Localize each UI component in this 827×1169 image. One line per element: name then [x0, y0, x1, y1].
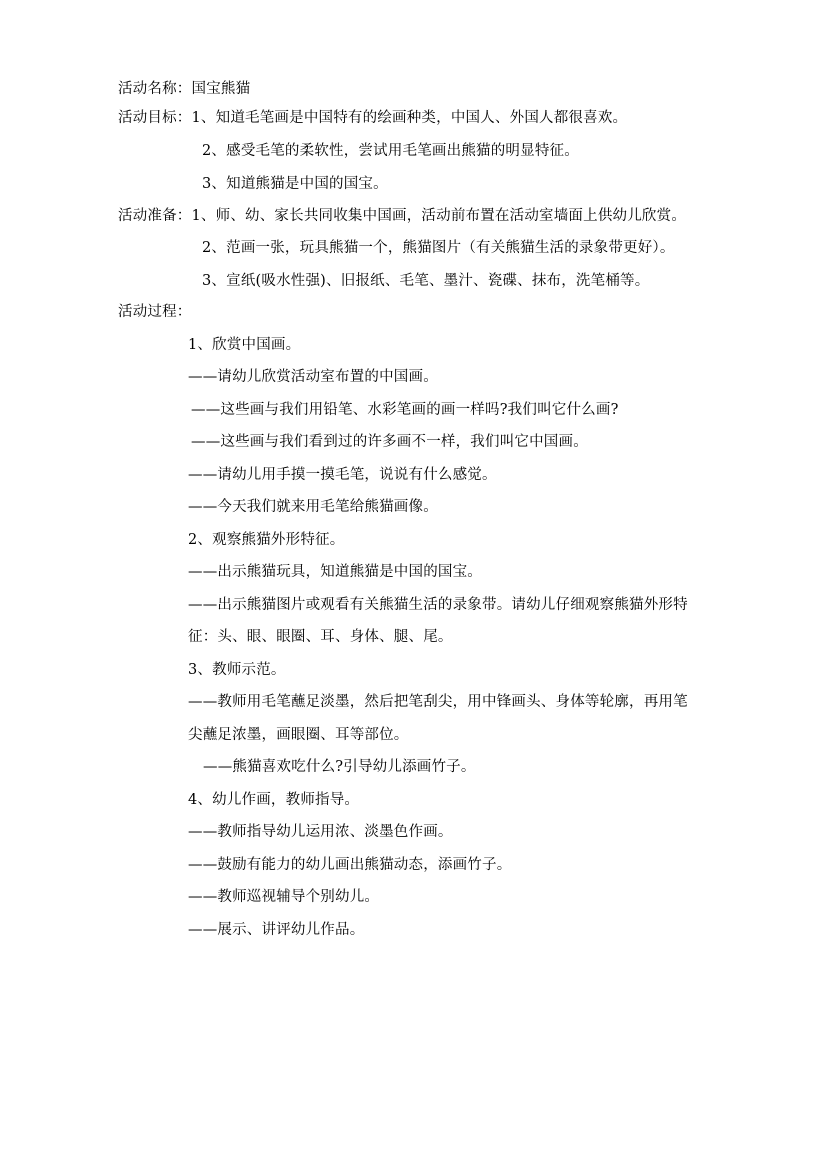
activity-prep-3: 3、宣纸(吸水性强)、旧报纸、毛笔、墨汁、瓷碟、抹布，洗笔桶等。	[202, 273, 650, 289]
activity-goal-1: 活动目标：1、知道毛笔画是中国特有的绘画种类，中国人、外国人都很喜欢。	[118, 110, 628, 126]
step-1-item-1: ——请幼儿欣赏活动室布置的中国画。	[188, 369, 438, 385]
activity-prep-1: 活动准备：1、师、幼、家长共同收集中国画，活动前布置在活动室墙面上供幼儿欣赏。	[118, 208, 687, 224]
step-4-item-1: ——教师指导幼儿运用浓、淡墨色作画。	[188, 824, 453, 840]
step-4-heading: 4、幼儿作画，教师指导。	[188, 792, 360, 808]
step-3-item-2: ——熊猫喜欢吃什么?引导幼儿添画竹子。	[203, 759, 476, 775]
step-1-item-2: ——这些画与我们用铅笔、水彩笔画的画一样吗?我们叫它什么画?	[191, 402, 619, 418]
activity-process-heading: 活动过程：	[118, 304, 192, 320]
step-3-item-1: ——教师用毛笔蘸足淡墨，然后把笔刮尖，用中锋画头、身体等轮廓，再用笔	[188, 694, 688, 710]
step-2-item-1: ——出示熊猫玩具，知道熊猫是中国的国宝。	[188, 564, 482, 580]
activity-goal-2: 2、感受毛笔的柔软性，尝试用毛笔画出熊猫的明显特征。	[202, 143, 579, 159]
step-1-item-4: ——请幼儿用手摸一摸毛笔，说说有什么感觉。	[188, 467, 497, 483]
activity-goal-3: 3、知道熊猫是中国的国宝。	[202, 176, 388, 192]
step-2-heading: 2、观察熊猫外形特征。	[188, 532, 345, 548]
step-3-heading: 3、教师示范。	[188, 662, 286, 678]
step-2-item-2-cont: 征：头、眼、眼圈、耳、身体、腿、尾。	[188, 629, 453, 645]
step-2-item-2: ——出示熊猫图片或观看有关熊猫生活的录象带。请幼儿仔细观察熊猫外形特	[188, 597, 688, 613]
step-4-item-4: ——展示、讲评幼儿作品。	[188, 922, 365, 938]
activity-name: 活动名称：国宝熊猫	[118, 81, 251, 97]
activity-prep-2: 2、范画一张，玩具熊猫一个，熊猫图片（有关熊猫生活的录象带更好）。	[202, 240, 675, 256]
step-4-item-3: ——教师巡视辅导个别幼儿。	[188, 889, 380, 905]
step-1-item-5: ——今天我们就来用毛笔给熊猫画像。	[188, 499, 438, 515]
step-1-item-3: ——这些画与我们看到过的许多画不一样，我们叫它中国画。	[191, 434, 588, 450]
step-4-item-2: ——鼓励有能力的幼儿画出熊猫动态，添画竹子。	[188, 857, 512, 873]
step-3-item-1-cont: 尖蘸足浓墨，画眼圈、耳等部位。	[188, 727, 409, 743]
step-1-heading: 1、欣赏中国画。	[188, 337, 301, 353]
